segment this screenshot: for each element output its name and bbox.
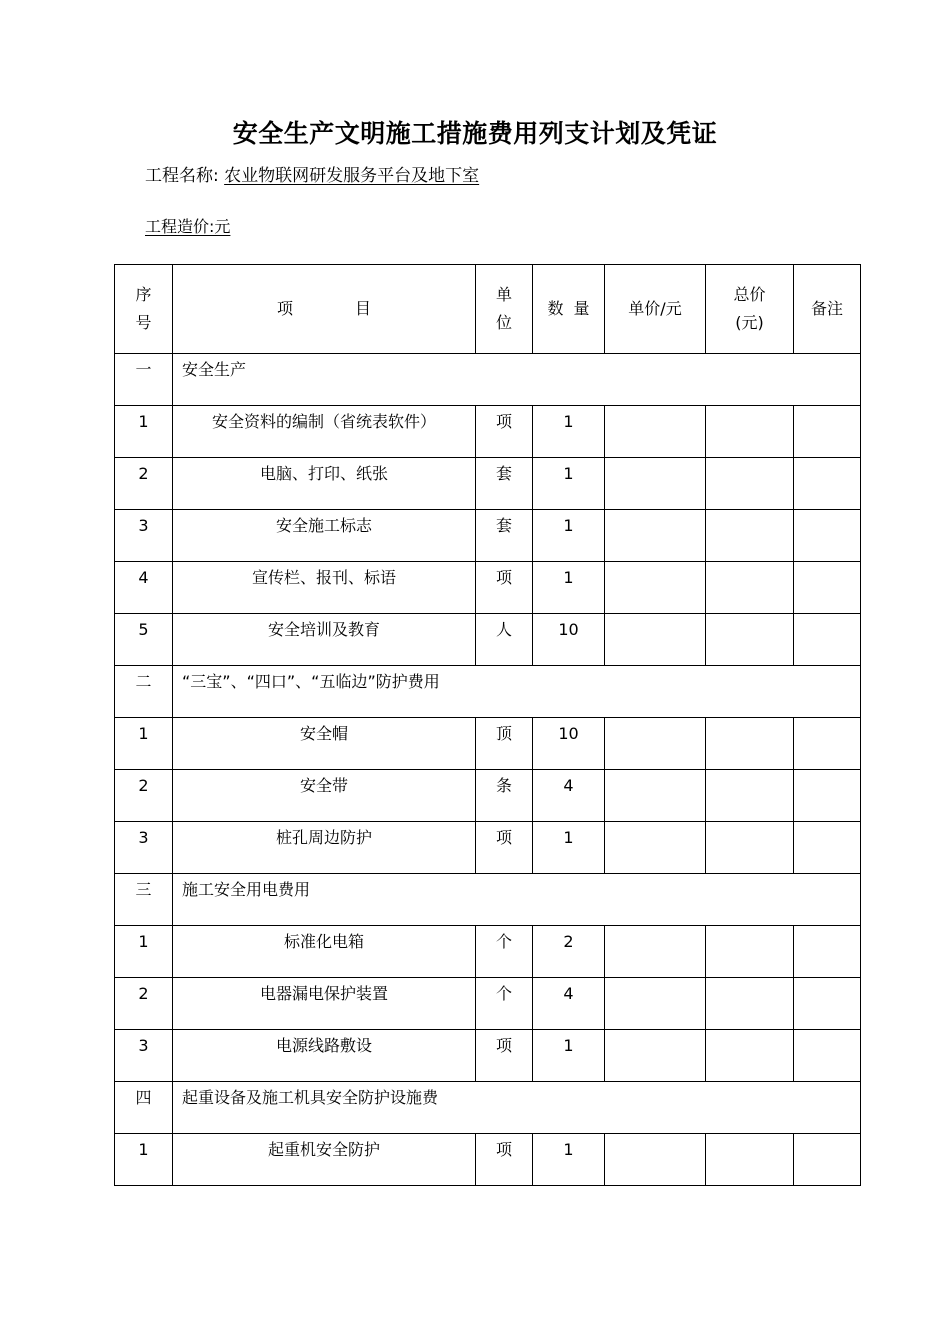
item-qty bbox=[533, 978, 605, 1030]
item-unit-price bbox=[605, 718, 706, 770]
item-seq bbox=[115, 510, 173, 562]
project-cost-line: 工程造价:元 bbox=[145, 217, 231, 236]
project-name-value: 农业物联网研发服务平台及地下室 bbox=[224, 166, 480, 186]
item-unit bbox=[476, 614, 533, 666]
item-unit-text: 个 bbox=[495, 984, 512, 1003]
section-seq-text: 二 bbox=[135, 672, 152, 691]
item-name bbox=[173, 822, 476, 874]
item-unit-text: 项 bbox=[495, 1036, 512, 1055]
item-unit-text: 顶 bbox=[495, 724, 512, 743]
item-seq-text: 5 bbox=[138, 620, 149, 639]
section-row bbox=[115, 354, 861, 406]
item-name bbox=[173, 406, 476, 458]
item-unit-price bbox=[605, 770, 706, 822]
item-name bbox=[173, 1030, 476, 1082]
item-total bbox=[706, 770, 794, 822]
section-title bbox=[173, 1082, 861, 1134]
item-qty-text: 1 bbox=[563, 568, 574, 587]
item-name bbox=[173, 614, 476, 666]
item-total bbox=[706, 978, 794, 1030]
item-unit bbox=[476, 406, 533, 458]
item-unit-text: 项 bbox=[495, 568, 512, 587]
section-title-text: 安全生产 bbox=[182, 360, 247, 379]
item-unit bbox=[476, 978, 533, 1030]
item-total bbox=[706, 718, 794, 770]
item-qty-text: 2 bbox=[563, 932, 574, 951]
item-name bbox=[173, 718, 476, 770]
item-seq bbox=[115, 1134, 173, 1186]
section-seq-text: 一 bbox=[135, 360, 152, 379]
section-row bbox=[115, 1082, 861, 1134]
section-title-text: “三宝”、“四口”、“五临边”防护费用 bbox=[182, 672, 440, 691]
item-total bbox=[706, 822, 794, 874]
item-remark bbox=[794, 978, 861, 1030]
item-total bbox=[706, 614, 794, 666]
header-qty-right: 量 bbox=[573, 299, 590, 318]
item-name-text: 电源线路敷设 bbox=[275, 1036, 372, 1055]
item-seq bbox=[115, 614, 173, 666]
item-unit-text: 套 bbox=[495, 516, 512, 535]
item-name-text: 安全带 bbox=[299, 776, 348, 795]
item-total bbox=[706, 510, 794, 562]
item-seq bbox=[115, 770, 173, 822]
item-name-text: 安全培训及教育 bbox=[267, 620, 380, 639]
item-name bbox=[173, 926, 476, 978]
item-unit-text: 条 bbox=[495, 776, 512, 795]
header-item-right: 目 bbox=[355, 299, 372, 318]
header-total-line1: 总价 bbox=[733, 285, 766, 304]
item-unit bbox=[476, 1134, 533, 1186]
item-remark bbox=[794, 822, 861, 874]
item-name bbox=[173, 510, 476, 562]
item-unit-text: 套 bbox=[495, 464, 512, 483]
item-seq-text: 1 bbox=[138, 932, 149, 951]
table-row bbox=[115, 770, 861, 822]
section-title bbox=[173, 354, 861, 406]
item-total bbox=[706, 926, 794, 978]
item-unit-text: 项 bbox=[495, 412, 512, 431]
item-total bbox=[706, 1134, 794, 1186]
item-unit-price bbox=[605, 1030, 706, 1082]
item-qty-text: 1 bbox=[563, 412, 574, 431]
item-qty bbox=[533, 926, 605, 978]
item-qty-text: 1 bbox=[563, 516, 574, 535]
item-remark bbox=[794, 1134, 861, 1186]
item-name-text: 电器漏电保护装置 bbox=[259, 984, 388, 1003]
item-qty bbox=[533, 406, 605, 458]
item-unit bbox=[476, 510, 533, 562]
item-unit-price bbox=[605, 510, 706, 562]
item-unit bbox=[476, 1030, 533, 1082]
section-seq bbox=[115, 1082, 173, 1134]
table-row bbox=[115, 926, 861, 978]
item-remark bbox=[794, 718, 861, 770]
table-row bbox=[115, 718, 861, 770]
section-row bbox=[115, 666, 861, 718]
item-remark bbox=[794, 458, 861, 510]
project-name-line bbox=[145, 161, 507, 186]
item-seq bbox=[115, 718, 173, 770]
item-unit-price bbox=[605, 822, 706, 874]
item-remark bbox=[794, 562, 861, 614]
item-unit bbox=[476, 822, 533, 874]
item-unit-price bbox=[605, 562, 706, 614]
item-seq-text: 2 bbox=[138, 776, 149, 795]
item-qty-text: 1 bbox=[563, 828, 574, 847]
table-row bbox=[115, 1030, 861, 1082]
item-unit-text: 人 bbox=[495, 620, 512, 639]
table-row bbox=[115, 978, 861, 1030]
project-name-label: 工程名称: bbox=[145, 166, 219, 186]
item-seq-text: 4 bbox=[138, 568, 149, 587]
item-remark bbox=[794, 770, 861, 822]
item-remark bbox=[794, 510, 861, 562]
item-name bbox=[173, 562, 476, 614]
table-body bbox=[115, 354, 861, 1186]
section-title-text: 施工安全用电费用 bbox=[182, 880, 311, 899]
item-seq bbox=[115, 978, 173, 1030]
item-unit bbox=[476, 562, 533, 614]
header-total bbox=[706, 265, 794, 354]
item-unit-price bbox=[605, 614, 706, 666]
item-remark bbox=[794, 614, 861, 666]
item-unit bbox=[476, 770, 533, 822]
table-row bbox=[115, 406, 861, 458]
table-header-row bbox=[115, 265, 861, 354]
item-seq bbox=[115, 822, 173, 874]
item-seq-text: 3 bbox=[138, 1036, 149, 1055]
item-seq-text: 1 bbox=[138, 1140, 149, 1159]
table-row bbox=[115, 1134, 861, 1186]
item-name-text: 桩孔周边防护 bbox=[275, 828, 372, 847]
section-seq bbox=[115, 666, 173, 718]
header-remark: 备注 bbox=[794, 265, 861, 354]
item-unit-text: 个 bbox=[495, 932, 512, 951]
item-seq bbox=[115, 926, 173, 978]
section-seq-text: 四 bbox=[135, 1088, 152, 1107]
header-seq-line1: 序 bbox=[135, 285, 152, 304]
item-unit-price bbox=[605, 458, 706, 510]
table-row bbox=[115, 614, 861, 666]
header-unit-line2: 位 bbox=[495, 313, 512, 332]
table-row bbox=[115, 562, 861, 614]
section-title-text: 起重设备及施工机具安全防护设施费 bbox=[182, 1088, 439, 1107]
table-row bbox=[115, 510, 861, 562]
item-total bbox=[706, 1030, 794, 1082]
item-unit-text: 项 bbox=[495, 1140, 512, 1159]
header-total-line2: (元) bbox=[735, 313, 764, 332]
item-unit-price bbox=[605, 1134, 706, 1186]
item-qty bbox=[533, 1134, 605, 1186]
item-name bbox=[173, 458, 476, 510]
section-row bbox=[115, 874, 861, 926]
header-seq bbox=[115, 265, 173, 354]
item-qty-text: 1 bbox=[563, 1140, 574, 1159]
header-seq-line2: 号 bbox=[135, 313, 152, 332]
item-unit-price bbox=[605, 926, 706, 978]
item-qty-text: 1 bbox=[563, 464, 574, 483]
item-name-text: 标准化电箱 bbox=[283, 932, 364, 951]
item-qty bbox=[533, 718, 605, 770]
header-unit-price: 单价/元 bbox=[605, 265, 706, 354]
cost-plan-table bbox=[114, 264, 861, 1186]
item-unit bbox=[476, 458, 533, 510]
item-seq-text: 2 bbox=[138, 464, 149, 483]
header-unit-line1: 单 bbox=[495, 285, 512, 304]
item-unit-price bbox=[605, 406, 706, 458]
item-unit-price bbox=[605, 978, 706, 1030]
section-seq bbox=[115, 354, 173, 406]
item-qty-text: 1 bbox=[563, 1036, 574, 1055]
section-title bbox=[173, 874, 861, 926]
item-name-text: 起重机安全防护 bbox=[267, 1140, 380, 1159]
item-remark bbox=[794, 926, 861, 978]
table-row bbox=[115, 822, 861, 874]
item-seq-text: 1 bbox=[138, 412, 149, 431]
item-seq-text: 3 bbox=[138, 516, 149, 535]
header-qty-left: 数 bbox=[547, 299, 564, 318]
item-name bbox=[173, 770, 476, 822]
item-qty bbox=[533, 562, 605, 614]
header-item-left: 项 bbox=[276, 299, 293, 318]
item-qty bbox=[533, 458, 605, 510]
header-qty bbox=[533, 265, 605, 354]
item-total bbox=[706, 562, 794, 614]
item-name bbox=[173, 978, 476, 1030]
item-qty bbox=[533, 510, 605, 562]
item-total bbox=[706, 458, 794, 510]
section-seq-text: 三 bbox=[135, 880, 152, 899]
header-item bbox=[173, 265, 476, 354]
item-remark bbox=[794, 1030, 861, 1082]
item-unit bbox=[476, 718, 533, 770]
item-seq-text: 2 bbox=[138, 984, 149, 1003]
item-unit-text: 项 bbox=[495, 828, 512, 847]
item-seq bbox=[115, 562, 173, 614]
item-remark bbox=[794, 406, 861, 458]
item-seq bbox=[115, 458, 173, 510]
item-qty bbox=[533, 614, 605, 666]
item-qty-text: 4 bbox=[563, 984, 574, 1003]
item-qty bbox=[533, 770, 605, 822]
item-qty bbox=[533, 822, 605, 874]
item-seq-text: 3 bbox=[138, 828, 149, 847]
item-unit bbox=[476, 926, 533, 978]
item-name bbox=[173, 1134, 476, 1186]
item-seq bbox=[115, 1030, 173, 1082]
item-name-text: 安全资料的编制（省统表软件） bbox=[211, 412, 436, 431]
document-title: 安全生产文明施工措施费用列支计划及凭证 bbox=[232, 119, 718, 148]
item-seq-text: 1 bbox=[138, 724, 149, 743]
section-title bbox=[173, 666, 861, 718]
item-name-text: 宣传栏、报刊、标语 bbox=[251, 568, 396, 587]
item-seq bbox=[115, 406, 173, 458]
section-seq bbox=[115, 874, 173, 926]
table-row bbox=[115, 458, 861, 510]
item-qty-text: 4 bbox=[563, 776, 574, 795]
item-qty-text: 10 bbox=[558, 724, 579, 743]
item-qty-text: 10 bbox=[558, 620, 579, 639]
item-name-text: 电脑、打印、纸张 bbox=[259, 464, 388, 483]
item-name-text: 安全帽 bbox=[299, 724, 348, 743]
item-name-text: 安全施工标志 bbox=[275, 516, 372, 535]
item-total bbox=[706, 406, 794, 458]
header-unit bbox=[476, 265, 533, 354]
item-qty bbox=[533, 1030, 605, 1082]
